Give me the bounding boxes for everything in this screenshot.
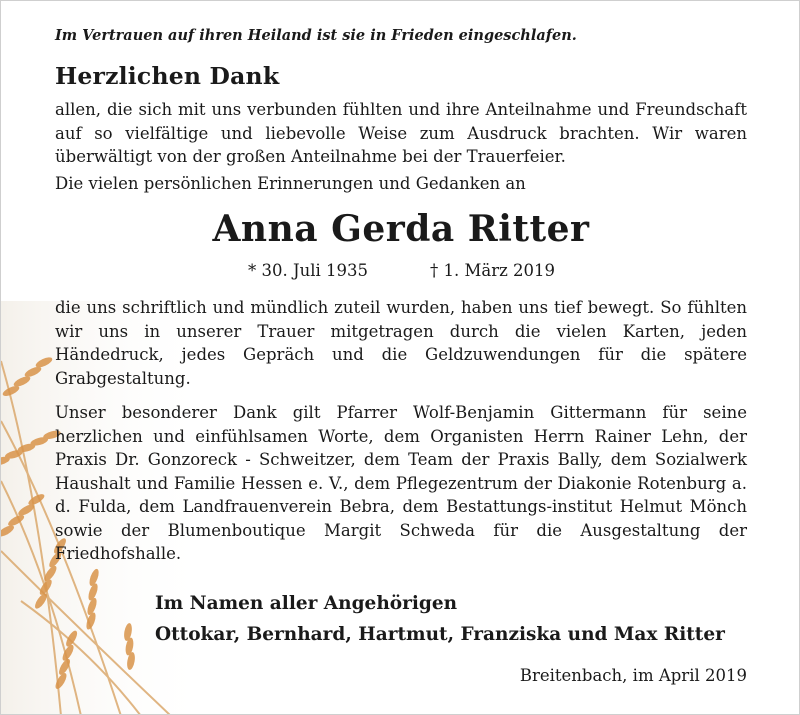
thanks-paragraph-3: Unser besonderer Dank gilt Pfarrer Wolf-Benjamin Gittermann für seine herzlichen und einfühlsamen Worte, dem Organisten Herrn Rainer Lehn, der Praxis Dr. Gonzoreck - Schweitzer, dem Team der Praxis Bally, dem Sozialwerk Haushalt und Familie Hessen e. V., dem Pflegezentrum der Diakonie Rotenburg a. d. Fulda, dem Landfrauenverein Bebra, dem Bestattungs-institut Helmut Mönch sowie der Blumenboutique Margit Schweda für die Ausgestaltung der Friedhofshalle.: [55, 403, 747, 563]
motto-line: Im Vertrauen auf ihren Heiland ist sie in Frieden eingeschlafen.: [55, 27, 577, 44]
thanks-heading: Herzlichen Dank: [55, 62, 280, 90]
signature-line-1: Im Namen aller Angehörigen: [155, 593, 458, 614]
intro-line: Die vielen persönlichen Erinnerungen und Gedanken an: [55, 174, 526, 193]
thanks-paragraph-1: allen, die sich mit uns verbunden fühlten und ihre Anteilnahme und Freundschaft auf so vielfältige und liebevolle Weise zum Ausdruck brachten. Wir waren überwältigt von der großen Anteilnahme bei der Trauerfeier.: [55, 100, 747, 166]
death-date: † 1. März 2019: [430, 261, 556, 280]
thanks-paragraph-2: die uns schriftlich und mündlich zuteil wurden, haben uns tief bewegt. So fühlten wir uns in unserer Trauer mitgetragen durch die vielen Karten, jeden Händedruck, jedes Gepräch und die Geldzuwendungen für die spätere Grabgestaltung.: [55, 298, 747, 388]
deceased-name: Anna Gerda Ritter: [212, 208, 590, 250]
birth-date: * 30. Juli 1935: [248, 261, 369, 280]
signature-line-2: Ottokar, Bernhard, Hartmut, Franziska und Max Ritter: [155, 624, 725, 645]
place-date: Breitenbach, im April 2019: [519, 666, 747, 685]
